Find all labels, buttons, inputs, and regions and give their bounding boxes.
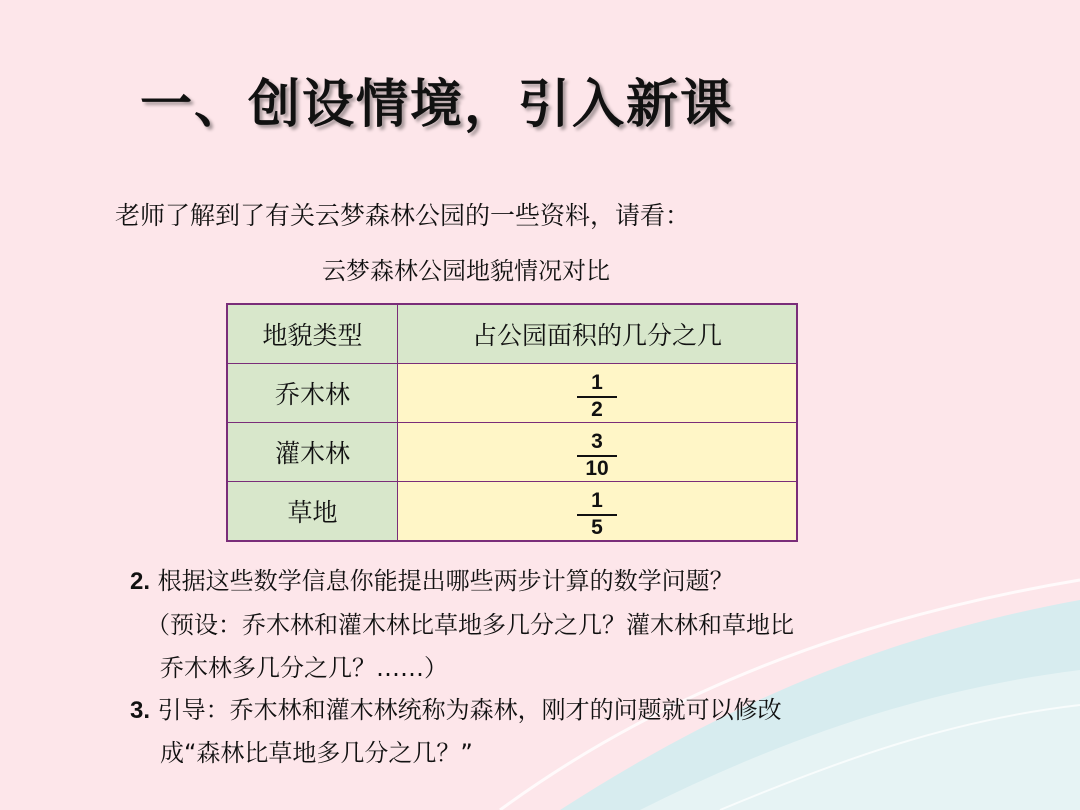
terrain-type-cell: 乔木林 [227, 364, 398, 423]
table-header-row [227, 304, 797, 364]
fraction-cell [398, 423, 798, 482]
fraction-cell [398, 482, 798, 542]
fraction-numerator: 1 [591, 370, 603, 394]
fraction [577, 490, 617, 539]
fraction [577, 431, 617, 480]
question-3-text-line-2: 成“森林比草地多几分之几？” [160, 739, 473, 767]
table-row [227, 482, 797, 542]
fraction-denominator: 5 [591, 515, 603, 539]
fraction-denominator: 10 [585, 456, 609, 480]
question-3 [130, 690, 782, 725]
question-2-preset-line-1: （预设：乔木林和灌木林比草地多几分之几？灌木林和草地比 [146, 611, 794, 639]
table-row [227, 423, 797, 482]
fraction [577, 372, 617, 421]
question-2-number: 2. [130, 568, 151, 595]
fraction-numerator: 3 [591, 429, 603, 453]
question-3-text-line-1: 引导：乔木林和灌木林统称为森林，刚才的问题就可以修改 [150, 696, 782, 724]
intro-text: 老师了解到了有关云梦森林公园的一些资料，请看： [115, 201, 691, 230]
terrain-type-cell: 灌木林 [227, 423, 398, 482]
fraction-cell [398, 364, 798, 423]
terrain-type-cell: 草地 [227, 482, 398, 542]
table-row [227, 364, 797, 423]
fraction-numerator: 1 [591, 488, 603, 512]
header-terrain-type: 地貌类型 [227, 304, 398, 364]
slide-title: 一、创设情境，引入新课 [140, 75, 735, 135]
header-area-fraction: 占公园面积的几分之几 [398, 304, 798, 364]
terrain-table [226, 303, 798, 542]
table-caption: 云梦森林公园地貌情况对比 [322, 257, 610, 285]
question-2-preset-line-2: 乔木林多几分之几？……） [160, 654, 448, 682]
question-2 [130, 561, 734, 596]
question-3-number: 3. [130, 697, 151, 724]
fraction-denominator: 2 [591, 397, 603, 421]
question-2-text: 根据这些数学信息你能提出哪些两步计算的数学问题？ [150, 567, 734, 595]
